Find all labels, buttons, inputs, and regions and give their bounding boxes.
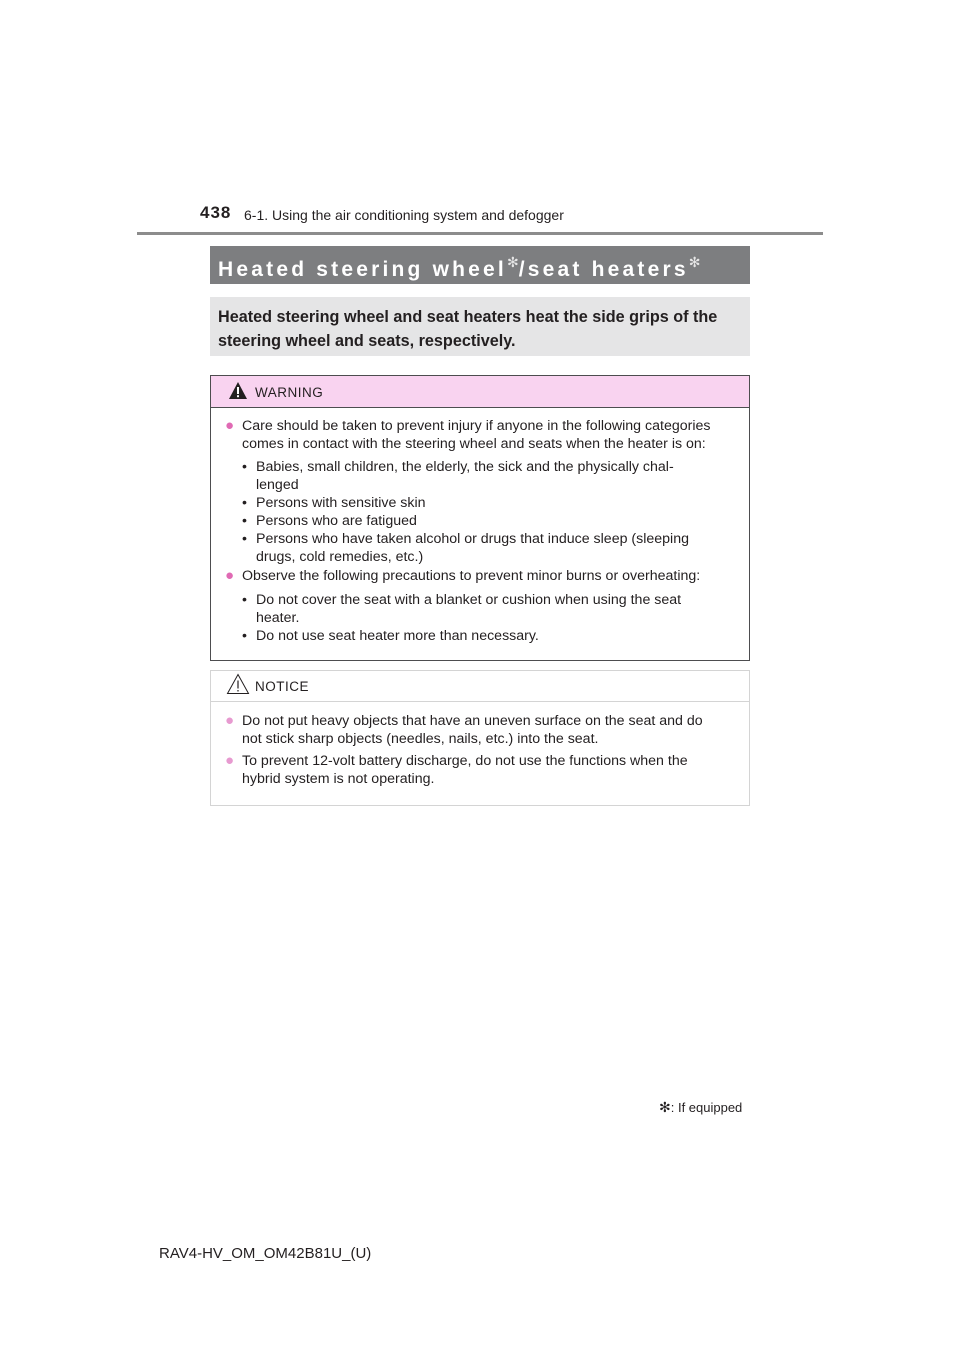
sub-item-text: Babies, small children, the elderly, the sick and the physically chal-: [256, 459, 674, 475]
page-number: 438: [200, 203, 232, 222]
sub-item-text: Persons who are fatigued: [256, 513, 417, 529]
warning-sub-item: [242, 591, 744, 609]
section-reference: 6-1. Using the air conditioning system and defogger: [244, 207, 564, 223]
bullet-icon: ●: [225, 712, 235, 729]
warning-sub-item: [242, 530, 744, 548]
header-divider: [137, 232, 823, 235]
warning-box: [210, 375, 750, 661]
sub-bullet-icon: •: [242, 495, 247, 511]
warning-sub-item-continued: drugs, cold remedies, etc.): [256, 549, 424, 565]
notice-bullet-line: Do not put heavy objects that have an uneven surface on the seat and do: [242, 713, 703, 729]
sub-item-text: Do not cover the seat with a blanket or cushion when using the seat: [256, 592, 682, 608]
if-equipped-marker: ✻: [506, 254, 519, 270]
title-part2: /seat heaters: [518, 258, 689, 281]
footnote-text: : If equipped: [670, 1100, 743, 1115]
caution-triangle-icon: [226, 673, 250, 695]
warning-sub-item-continued: lenged: [256, 477, 299, 493]
intro-line: steering wheel and seats, respectively.: [218, 332, 516, 350]
warning-sub-item: [242, 627, 744, 645]
notice-bullet-line: not stick sharp objects (needles, nails, etc.) into the seat.: [242, 731, 599, 747]
warning-sub-item: [242, 494, 744, 512]
sub-bullet-icon: •: [242, 531, 247, 547]
notice-bullet-line: To prevent 12-volt battery discharge, do not use the functions when the: [242, 753, 688, 769]
sub-item-text: Persons with sensitive skin: [256, 495, 426, 511]
sub-bullet-icon: •: [242, 513, 247, 529]
sub-bullet-icon: •: [242, 592, 247, 608]
sub-item-text: Do not use seat heater more than necessary.: [256, 628, 539, 644]
if-equipped-marker: ✻: [659, 1099, 671, 1115]
notice-label: NOTICE: [255, 679, 310, 694]
warning-label: WARNING: [255, 385, 324, 400]
notice-box: [210, 670, 750, 806]
warning-sub-item: [242, 458, 744, 476]
notice-bullet-line: hybrid system is not operating.: [242, 771, 435, 787]
warning-sub-item-continued: heater.: [256, 610, 300, 626]
sub-item-text: Persons who have taken alcohol or drugs that induce sleep (sleeping: [256, 531, 689, 547]
intro-line: Heated steering wheel and seat heaters heat the side grips of the: [218, 308, 718, 326]
sub-bullet-icon: •: [242, 628, 247, 644]
bullet-icon: ●: [225, 567, 235, 584]
notice-header: [211, 671, 749, 702]
intro-summary: [210, 297, 750, 356]
if-equipped-marker: ✻: [688, 254, 701, 270]
warning-triangle-icon: [228, 381, 248, 400]
warning-bullet-line: Care should be taken to prevent injury if anyone in the following categories: [242, 418, 711, 434]
bullet-icon: ●: [225, 752, 235, 769]
warning-header: [211, 376, 749, 408]
bullet-icon: ●: [225, 417, 235, 434]
footnote: [659, 1099, 742, 1116]
section-title: [210, 246, 750, 284]
title-part1: Heated steering wheel: [218, 258, 507, 281]
warning-sub-item: [242, 512, 744, 530]
warning-bullet-line: Observe the following precautions to prevent minor burns or overheating:: [242, 568, 701, 584]
sub-bullet-icon: •: [242, 459, 247, 475]
document-code: RAV4-HV_OM_OM42B81U_(U): [159, 1245, 372, 1262]
warning-bullet-line: comes in contact with the steering wheel and seats when the heater is on:: [242, 436, 706, 452]
